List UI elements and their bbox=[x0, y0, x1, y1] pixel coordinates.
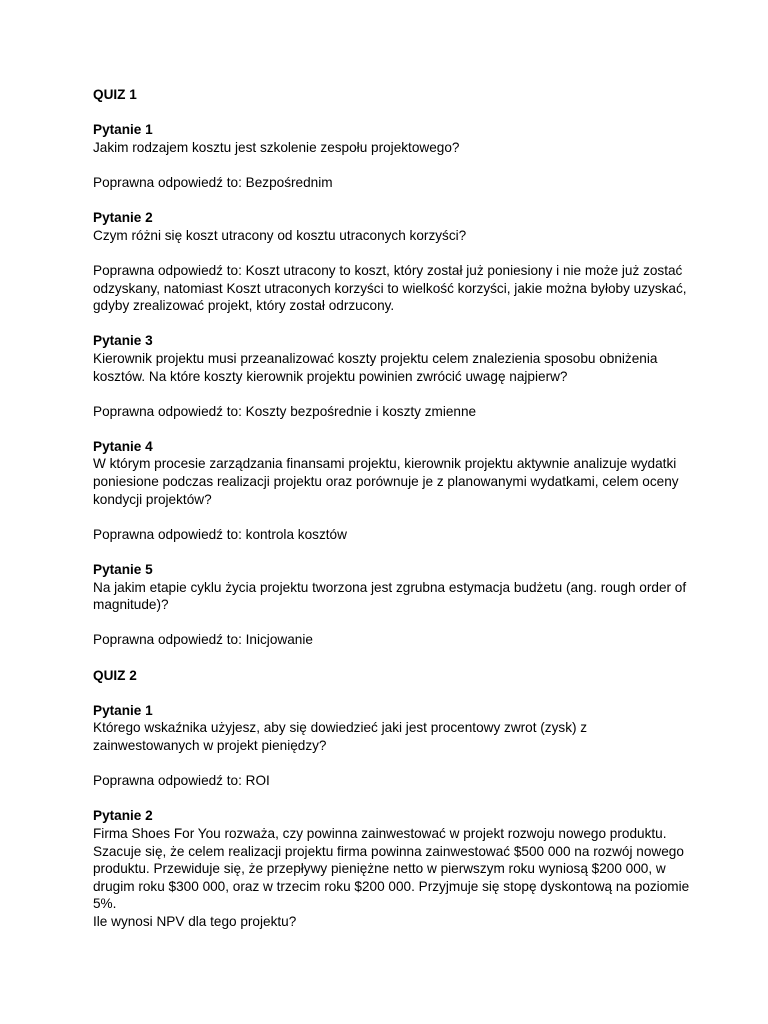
quiz-1-question-2 bbox=[93, 209, 693, 315]
question-text: Kierownik projektu musi przeanalizować koszty projektu celem znalezienia sposobu obniżenia kosztów. Na które koszty kierownik projektu powinien zwrócić uwagę najpierw? bbox=[93, 350, 658, 384]
question-text: Na jakim etapie cyklu życia projektu tworzona jest zgrubna estymacja budżetu (ang. rough order of magnitude)? bbox=[93, 579, 687, 613]
question-text: Którego wskaźnika użyjesz, aby się dowiedzieć jaki jest procentowy zwrot (zysk) z zainwestowanych w projekt pieniędzy? bbox=[93, 720, 588, 753]
question-label: Pytanie 3 bbox=[93, 333, 153, 349]
answer-text: Poprawna odpowiedź to: Bezpośrednim bbox=[93, 174, 333, 190]
answer-text: Poprawna odpowiedź to: Koszt utracony to koszt, który został już poniesiony i nie może już zostać odzyskany, natomiast Koszt utraconych korzyści to wielkość korzyści, jakie można byłoby uzyskać, gdyby zrealizować projekt, który został odrzucony. bbox=[93, 262, 687, 314]
question-label: Pytanie 1 bbox=[93, 122, 153, 138]
question-label: Pytanie 4 bbox=[93, 438, 153, 454]
quiz-1-question-3 bbox=[93, 332, 693, 420]
quiz-1-question-4 bbox=[93, 438, 693, 544]
answer-text: Poprawna odpowiedź to: Koszty bezpośrednie i koszty zmienne bbox=[93, 403, 477, 419]
question-label: Pytanie 5 bbox=[93, 562, 153, 578]
question-label: Pytanie 2 bbox=[93, 210, 153, 226]
answer-text: Poprawna odpowiedź to: kontrola kosztów bbox=[93, 526, 347, 542]
quiz-1-question-5 bbox=[93, 561, 693, 649]
document-page bbox=[93, 86, 693, 948]
quiz-2-question-1 bbox=[93, 702, 693, 790]
quiz-1-section bbox=[93, 86, 693, 649]
quiz-1-question-1 bbox=[93, 121, 693, 191]
question-text: Jakim rodzajem kosztu jest szkolenie zespołu projektowego? bbox=[93, 139, 460, 155]
answer-text: Poprawna odpowiedź to: Inicjowanie bbox=[93, 632, 313, 648]
question-label: Pytanie 2 bbox=[93, 808, 153, 824]
question-label: Pytanie 1 bbox=[93, 702, 153, 718]
question-text-continued: Ile wynosi NPV dla tego projektu? bbox=[93, 913, 297, 929]
quiz-2-section bbox=[93, 667, 693, 931]
quiz-2-question-2 bbox=[93, 807, 693, 930]
question-text: Czym różni się koszt utracony od kosztu utraconych korzyści? bbox=[93, 227, 467, 243]
quiz-title: QUIZ 1 bbox=[93, 87, 137, 102]
question-text: Firma Shoes For You rozważa, czy powinna zainwestować w projekt rozwoju nowego produktu. Szacuje się, że celem realizacji projektu firma powinna zainwestować $500 000 na rozwój nowego produktu. Przewiduje się, że przepływy pieniężne netto w pierwszym roku wyniosą $200 000, w drugim roku $300 000, oraz w trzecim roku $200 000. Przyjmuje się stopę dyskontową na poziomie 5%. bbox=[93, 825, 690, 912]
answer-text: Poprawna odpowiedź to: ROI bbox=[93, 773, 270, 789]
quiz-title: QUIZ 2 bbox=[93, 667, 137, 683]
question-text: W którym procesie zarządzania finansami projektu, kierownik projektu aktywnie analizuje wydatki poniesione podczas realizacji projektu oraz porównuje je z planowanymi wydatkami, celem oceny kondycji projektów? bbox=[93, 456, 679, 507]
